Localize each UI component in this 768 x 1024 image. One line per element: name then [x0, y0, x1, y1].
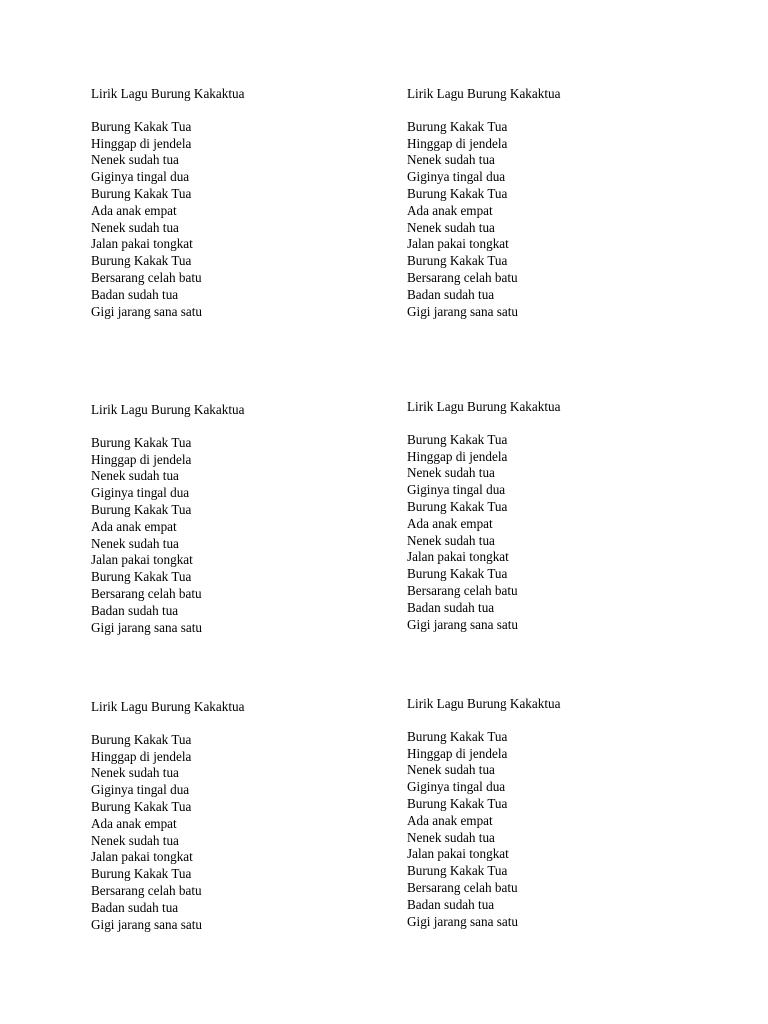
lyric-line: Badan sudah tua	[407, 286, 495, 302]
lyric-line: Bersarang celah batu	[407, 879, 518, 895]
lyric-line: Ada anak empat	[407, 812, 493, 828]
lyric-line: Badan sudah tua	[91, 602, 179, 618]
lyric-line: Giginya tingal dua	[407, 169, 506, 185]
lyric-line: Bersarang celah batu	[407, 269, 518, 285]
lyric-line: Gigi jarang sana satu	[91, 916, 202, 932]
lyric-line: Giginya tingal dua	[91, 485, 190, 501]
lyric-line: Nenek sudah tua	[91, 765, 179, 781]
lyrics-lines	[407, 432, 707, 634]
lyric-line: Burung Kakak Tua	[407, 253, 508, 269]
lyric-line: Burung Kakak Tua	[91, 118, 192, 134]
lyric-line: Burung Kakak Tua	[91, 501, 192, 517]
lyric-line: Bersarang celah batu	[91, 882, 202, 898]
lyric-line: Giginya tingal dua	[407, 779, 506, 795]
lyric-line: Nenek sudah tua	[407, 762, 495, 778]
lyric-line: Burung Kakak Tua	[407, 863, 508, 879]
lyric-line: Hinggap di jendela	[91, 451, 192, 467]
lyric-line: Burung Kakak Tua	[91, 185, 192, 201]
lyrics-title: Lirik Lagu Burung Kakaktua	[91, 86, 245, 101]
lyric-line: Badan sudah tua	[91, 899, 179, 915]
lyric-line: Ada anak empat	[91, 202, 177, 218]
lyric-line: Bersarang celah batu	[91, 269, 202, 285]
lyric-line: Ada anak empat	[407, 202, 493, 218]
lyrics-title: Lirik Lagu Burung Kakaktua	[91, 699, 245, 714]
lyric-line: Gigi jarang sana satu	[91, 303, 202, 319]
lyrics-lines	[91, 119, 391, 321]
lyric-line: Nenek sudah tua	[91, 535, 179, 551]
lyric-line: Jalan pakai tongkat	[91, 552, 193, 568]
lyric-line: Burung Kakak Tua	[91, 866, 192, 882]
lyric-line: Jalan pakai tongkat	[407, 846, 509, 862]
lyric-line: Burung Kakak Tua	[407, 431, 508, 447]
lyric-line: Hinggap di jendela	[91, 748, 192, 764]
lyric-line: Nenek sudah tua	[91, 468, 179, 484]
lyrics-lines	[407, 119, 707, 321]
lyric-line: Hinggap di jendela	[91, 135, 192, 151]
lyric-line: Nenek sudah tua	[91, 219, 179, 235]
lyric-line: Burung Kakak Tua	[91, 731, 192, 747]
lyric-line: Bersarang celah batu	[407, 582, 518, 598]
lyric-line: Giginya tingal dua	[91, 169, 190, 185]
lyric-line: Nenek sudah tua	[407, 152, 495, 168]
lyric-line: Jalan pakai tongkat	[407, 236, 509, 252]
lyrics-block-5	[91, 699, 391, 933]
lyric-line: Nenek sudah tua	[407, 219, 495, 235]
lyric-line: Gigi jarang sana satu	[407, 616, 518, 632]
lyric-line: Nenek sudah tua	[407, 532, 495, 548]
lyrics-title: Lirik Lagu Burung Kakaktua	[91, 402, 245, 417]
lyric-line: Badan sudah tua	[407, 896, 495, 912]
lyric-line: Burung Kakak Tua	[407, 185, 508, 201]
lyric-line: Burung Kakak Tua	[91, 253, 192, 269]
lyric-line: Jalan pakai tongkat	[91, 849, 193, 865]
lyric-line: Badan sudah tua	[91, 286, 179, 302]
lyric-line: Ada anak empat	[91, 518, 177, 534]
lyrics-lines	[407, 729, 707, 931]
lyric-line: Nenek sudah tua	[91, 832, 179, 848]
lyric-line: Burung Kakak Tua	[407, 498, 508, 514]
lyrics-title: Lirik Lagu Burung Kakaktua	[407, 696, 561, 711]
lyrics-lines	[91, 732, 391, 934]
lyric-line: Jalan pakai tongkat	[407, 549, 509, 565]
lyrics-lines	[91, 435, 391, 637]
lyric-line: Ada anak empat	[407, 515, 493, 531]
lyric-line: Giginya tingal dua	[91, 782, 190, 798]
lyrics-block-2	[407, 86, 707, 320]
lyric-line: Hinggap di jendela	[407, 448, 508, 464]
lyric-line: Nenek sudah tua	[407, 829, 495, 845]
lyric-line: Burung Kakak Tua	[407, 118, 508, 134]
lyrics-block-3	[91, 402, 391, 636]
lyric-line: Burung Kakak Tua	[407, 795, 508, 811]
lyric-line: Nenek sudah tua	[407, 465, 495, 481]
lyric-line: Burung Kakak Tua	[91, 798, 192, 814]
lyrics-title: Lirik Lagu Burung Kakaktua	[407, 399, 561, 414]
lyric-line: Gigi jarang sana satu	[407, 913, 518, 929]
lyrics-block-1	[91, 86, 391, 320]
lyric-line: Bersarang celah batu	[91, 585, 202, 601]
lyric-line: Gigi jarang sana satu	[407, 303, 518, 319]
lyric-line: Ada anak empat	[91, 815, 177, 831]
lyric-line: Burung Kakak Tua	[407, 566, 508, 582]
lyric-line: Burung Kakak Tua	[91, 569, 192, 585]
lyrics-block-6	[407, 696, 707, 930]
lyric-line: Nenek sudah tua	[91, 152, 179, 168]
lyric-line: Burung Kakak Tua	[407, 728, 508, 744]
lyric-line: Burung Kakak Tua	[91, 434, 192, 450]
lyric-line: Giginya tingal dua	[407, 482, 506, 498]
lyric-line: Hinggap di jendela	[407, 135, 508, 151]
lyric-line: Jalan pakai tongkat	[91, 236, 193, 252]
lyric-line: Badan sudah tua	[407, 599, 495, 615]
lyric-line: Hinggap di jendela	[407, 745, 508, 761]
lyrics-title: Lirik Lagu Burung Kakaktua	[407, 86, 561, 101]
lyric-line: Gigi jarang sana satu	[91, 619, 202, 635]
lyrics-block-4	[407, 399, 707, 633]
